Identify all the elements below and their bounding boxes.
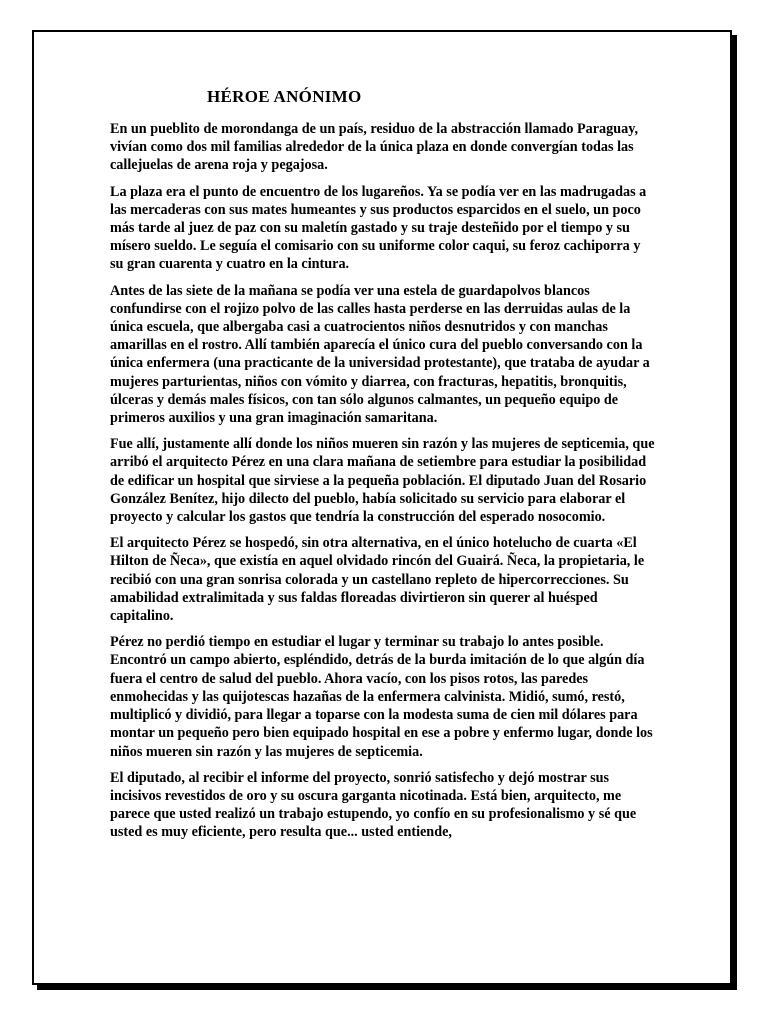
paragraph-4: Fue allí, justamente allí donde los niños mueren sin razón y las mujeres de septicemia, que arribó el arquitecto Pérez en una clara mañana de setiembre para estudiar la posibilidad de edificar un hospital que sirviese a la pequeña población. El diputado Juan del Rosario González Benítez, hijo dilecto del pueblo, había solicitado su servicio para elaborar el proyecto y calcular los gastos que tendría la construcción del esperado nosocomio. (110, 436, 655, 526)
document-title: HÉROE ANÓNIMO (207, 87, 362, 106)
paragraph-2: La plaza era el punto de encuentro de los lugareños. Ya se podía ver en las madrugadas a las mercaderas con sus mates humeantes y sus productos esparcidos en el suelo, un poco más tarde al juez de paz con su maletín gastado y su traje desteñido por el tiempo y su mísero sueldo. Le seguía el comisario con su uniforme color caqui, su feroz cachiporra y su gran cuarenta y cuatro en la cintura. (110, 183, 647, 273)
paragraph-3: Antes de las siete de la mañana se podía ver una estela de guardapolvos blancos confundirse con el rojizo polvo de las calles hasta perderse en las derruidas aulas de la única escuela, que albergaba casi a cuatrocientos niños desnutridos y con manchas amarillas en el rostro. Allí también aparecía el único cura del pueblo conversando con la única enfermera (una practicante de la universidad protestante), que trataba de ayudar a mujeres parturientas, niños con vómito y diarrea, con fracturas, hepatitis, bronquitis, úlceras y demás males físicos, con tan sólo algunos calmantes, un pequeño equipo de primeros auxilios y una gran imaginación samaritana. (110, 282, 650, 427)
document-body (110, 86, 655, 850)
paragraph-5: El arquitecto Pérez se hospedó, sin otra alternativa, en el único hotelucho de cuarta «El Hilton de Ñeca», que existía en aquel olvidado rincón del Guairá. Ñeca, la propietaria, le recibió con una gran sonrisa colorada y un castellano repleto de hipercorrecciones. Su amabilidad extralimitada y sus faldas floreadas divirtieron sin querer al huésped capitalino. (110, 535, 645, 625)
paragraph-1: En un pueblito de morondanga de un país, residuo de la abstracción llamado Paraguay, vivían como dos mil familias alrededor de la única plaza en donde convergían todas las callejuelas de arena roja y pegajosa. (110, 121, 639, 174)
paragraph-6: Pérez no perdió tiempo en estudiar el lugar y terminar su trabajo lo antes posible. Encontró un campo abierto, espléndido, detrás de la burda imitación de lo que algún día fuera el centro de salud del pueblo. Ahora vacío, con los pisos rotos, las paredes enmohecidas y las quijotescas hazañas de la enfermera calvinista. Midió, sumó, restó, multiplicó y dividió, para llegar a toparse con la modesta suma de cien mil dólares para montar un pequeño pero bien equipado hospital en ese a pobre y enfermo lugar, donde los niños mueren sin razón y las mujeres de septicemia. (110, 634, 653, 760)
paragraph-7: El diputado, al recibir el informe del proyecto, sonrió satisfecho y dejó mostrar sus incisivos revestidos de oro y su oscura garganta nicotinada. Está bien, arquitecto, me parece que usted realizó un trabajo estupendo, yo confío en su profesionalismo y sé que usted es muy eficiente, pero resulta que... usted entiende, (110, 769, 637, 841)
